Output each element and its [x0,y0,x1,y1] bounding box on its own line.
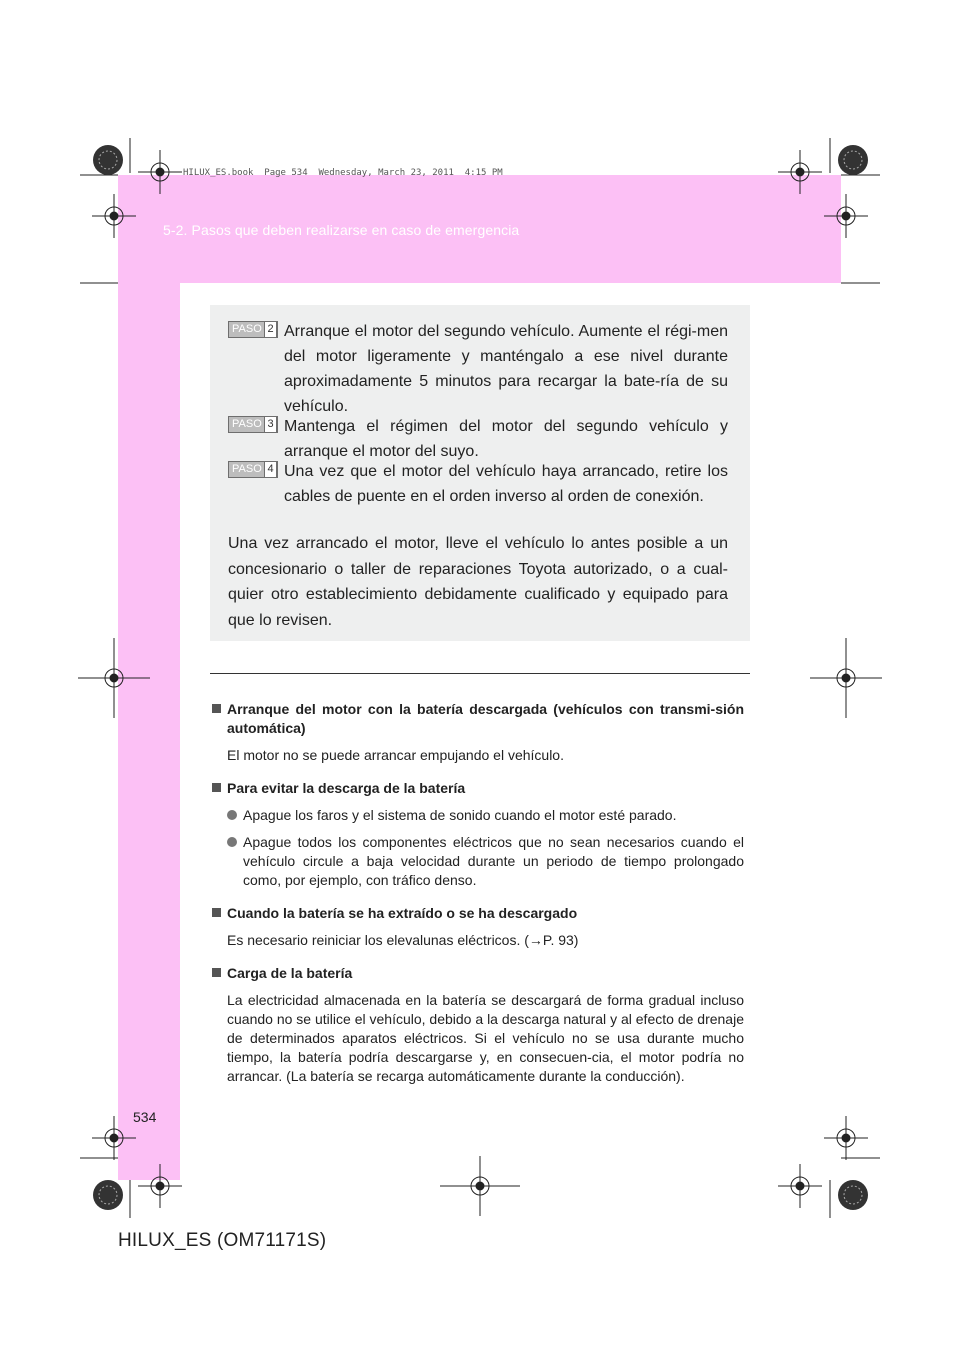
footer-code: HILUX_ES (OM71171S) [118,1230,327,1251]
paso-badge: PASO 4 [228,461,278,478]
paso-number: 3 [264,416,277,433]
paso-badge: PASO 3 [228,416,278,433]
note-text: Es necesario reiniciar los elevalunas eléctricos. (→P. 93) [227,932,579,948]
step-text: Una vez que el motor del vehículo haya arrancado, retire los cables de puente en el orden inverso al orden de conexión. [284,463,728,505]
paso-number: 2 [264,321,277,338]
note-text: La electricidad almacenada en la batería se descargará de forma gradual incluso cuando no se utilice el vehículo, debido a la descarga natural y al efecto de drenaje de determinados aparatos eléctricos. Si el vehículo no se usa durante mucho tiempo, la batería podría descargarse y, en consecuen-cia, el motor podría no arrancar. (La batería se recarga automáticamente durante la conducción). [227,992,744,1084]
note-heading: Carga de la batería [212,964,744,983]
print-info: HILUX_ES.book Page 534 Wednesday, March 23, 2011 4:15 PM [183,168,503,178]
note-heading: Arranque del motor con la batería descargada (vehículos con transmi-sión automática) [212,700,744,738]
note-text: El motor no se puede arrancar empujando el vehículo. [227,747,564,763]
step-text: Arranque el motor del segundo vehículo. Aumente el régi-men del motor ligeramente y manténgalo a ese nivel durante aproximadamente 5 minutos para recargar la bate-ría de su vehículo. [284,323,728,415]
crosshair-marks [78,150,882,1216]
sunburst-marks [93,145,868,1210]
page-number: 534 [133,1109,157,1125]
note-heading: Cuando la batería se ha extraído o se ha descargado [212,904,744,923]
paso-badge: PASO 2 [228,321,278,338]
step-text: Mantenga el régimen del motor del segundo vehículo y arranque el motor del suyo. [284,418,728,460]
note-heading: Para evitar la descarga de la batería [212,779,744,798]
closing-paragraph: Una vez arrancado el motor, lleve el vehículo lo antes posible a un concesionario o taller de reparaciones Toyota autorizado, o a cual-quier otro establecimiento debidamente cualificado y equipado para que lo revisen. [228,535,728,629]
section-title: 5-2. Pasos que deben realizarse en caso de emergencia [163,222,520,238]
note-bullet: Apague los faros y el sistema de sonido cuando el motor esté parado. [212,806,744,825]
paso-number: 4 [264,461,277,478]
note-bullet: Apague todos los componentes eléctricos que no sean necesarios cuando el vehículo circule a baja velocidad durante un periodo de tiempo prolongado como, por ejemplo, con tráfico denso. [212,833,744,890]
